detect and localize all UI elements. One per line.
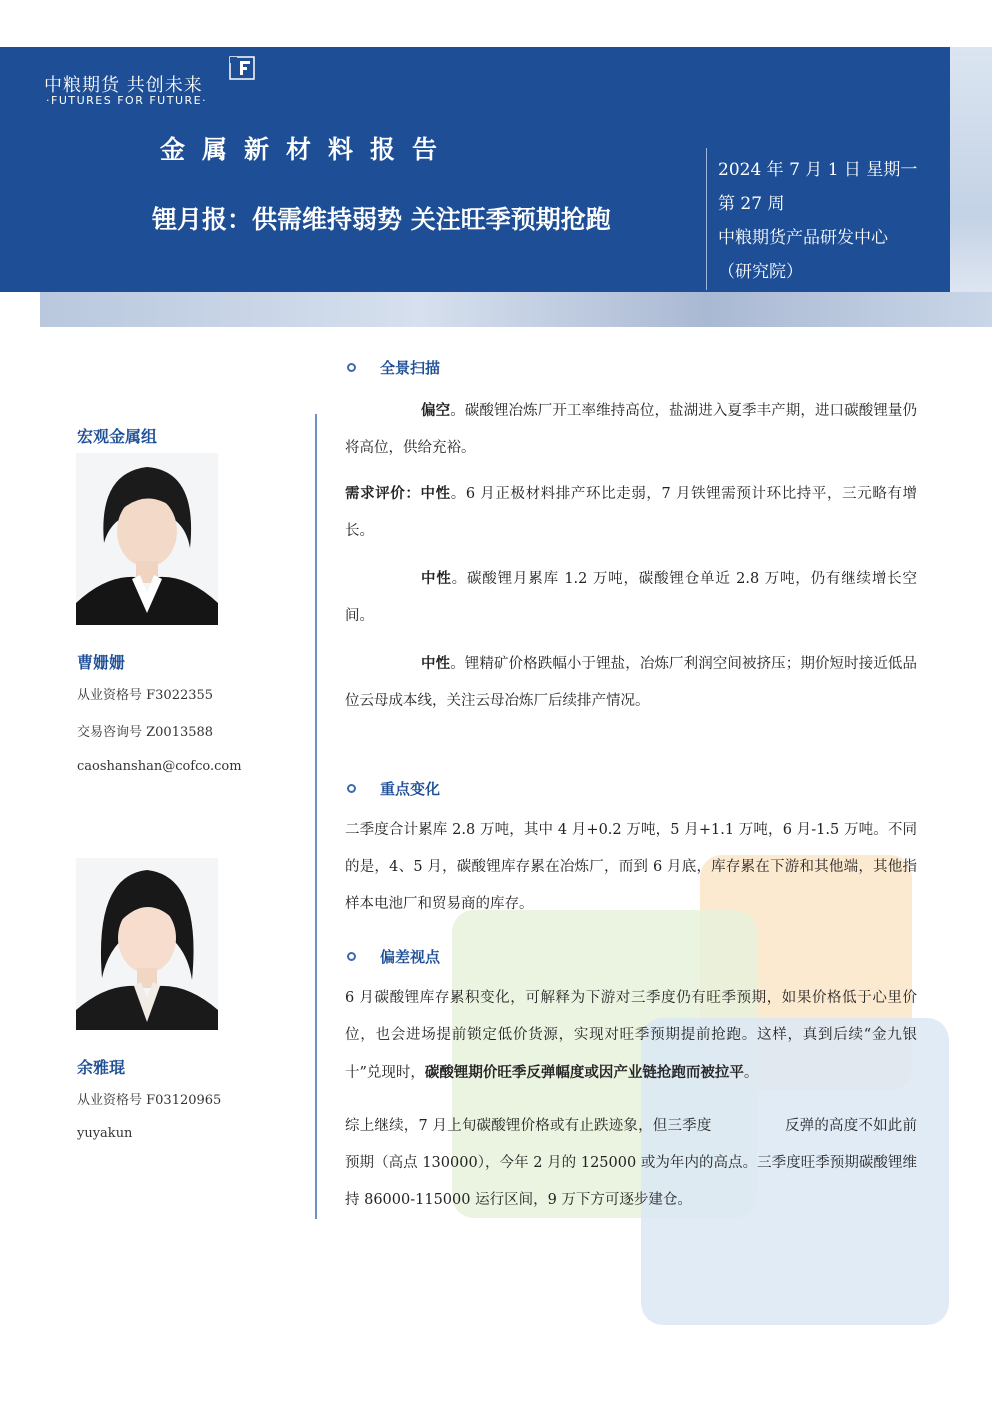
portrait-icon xyxy=(76,453,218,625)
rating-prefix: 需求评价： xyxy=(345,485,421,502)
author-name: 曹姗姗 xyxy=(77,653,126,672)
overview-supply-paragraph xyxy=(345,392,917,467)
paragraph-text: 6 月碳酸锂库存累积变化，可解释为下游对三季度仍有旺季预期，如果价格低于心里价位，也会进场提前锁定低价货源，实现对旺季预期提前抢跑。这样，真到后续“金九银十”兑现时， xyxy=(345,990,917,1081)
author-photo xyxy=(76,453,218,625)
portrait-icon xyxy=(76,858,218,1030)
company-logo-icon xyxy=(229,56,255,80)
section-title-key-changes: 重点变化 xyxy=(380,780,441,798)
report-title: 锂月报：供需维持弱势 关注旺季预期抢跑 xyxy=(152,205,611,234)
overview-cost-paragraph xyxy=(345,645,917,720)
paragraph-highlight: 碳酸锂期价旺季反弹幅度或因产业链抢跑而被拉平 xyxy=(424,1064,744,1081)
paragraph-text: 。碳酸锂月累库 1.2 万吨，碳酸锂仓单近 2.8 万吨，仍有继续增长空间。 xyxy=(345,571,918,624)
analyst-group-label: 宏观金属组 xyxy=(77,427,158,446)
paragraph-text: 。碳酸锂冶炼厂开工率维持高位，盐湖进入夏季丰产期，进口碳酸锂量仍将高位，供给充裕。 xyxy=(345,403,918,456)
rating-label: 偏空 xyxy=(421,402,451,419)
author-email: caoshanshan@cofco.com xyxy=(77,759,242,774)
logo-text-en: ·FUTURES FOR FUTURE· xyxy=(46,94,208,107)
logo-text-cn: 中粮期货 共创未来 xyxy=(44,75,203,96)
section-title-deviation-view: 偏差视点 xyxy=(380,948,441,966)
conclusion-paragraph: 综上继续，7 月上旬碳酸锂价格或有止跌迹象，但三季度 反弹的高度不如此前预期（高点 130000），今年 2 月的 125000 或为年内的高点。三季度旺季预期碳酸锂维持 86000-115000 运行区间，9 万下方可逐步建仓。 xyxy=(345,1118,917,1208)
report-type-label: 金属新材料报告 xyxy=(160,135,455,164)
banner-decorative-strip xyxy=(40,292,992,327)
report-week: 第 27 周 xyxy=(718,194,785,214)
section-bullet-icon xyxy=(347,784,356,793)
author-email: yuyakun xyxy=(77,1126,133,1141)
rating-label: 中性 xyxy=(420,485,451,502)
rating-label: 中性 xyxy=(421,655,451,672)
rating-label: 中性 xyxy=(421,570,452,587)
report-date: 2024 年 7 月 1 日 星期一 xyxy=(718,160,918,180)
deviation-view-paragraph xyxy=(345,980,917,1092)
content-divider xyxy=(315,414,317,1219)
author-qualification: 从业资格号 F3022355 xyxy=(77,688,214,703)
section-bullet-icon xyxy=(347,952,356,961)
author-qualification: 从业资格号 F03120965 xyxy=(77,1093,222,1108)
author-photo xyxy=(76,858,218,1030)
overview-demand-paragraph xyxy=(345,475,917,550)
paragraph-text: 。锂精矿价格跌幅小于锂盐，冶炼厂利润空间被挤压；期价短时接近低品位云母成本线，关注云母冶炼厂后续排产情况。 xyxy=(345,656,918,709)
overview-inventory-paragraph xyxy=(345,560,917,635)
author-name: 余雅琨 xyxy=(77,1058,126,1077)
paragraph-text: 。6 月正极材料排产环比走弱，7 月铁锂需预计环比持平，三元略有增长。 xyxy=(345,486,918,539)
section-title-overview: 全景扫描 xyxy=(380,359,441,377)
header-divider xyxy=(706,148,707,290)
report-org: 中粮期货产品研发中心 xyxy=(718,228,888,248)
key-changes-paragraph: 二季度合计累库 2.8 万吨，其中 4 月+0.2 万吨，5 月+1.1 万吨，6 月-1.5 万吨。不同的是，4、5 月，碳酸锂库存累在冶炼厂，而到 6 月底，库存累在下游和其他端，其他指样本电池厂和贸易商的库存。 xyxy=(345,822,917,912)
report-org-sub: （研究院） xyxy=(718,262,803,282)
author-consult-number: 交易咨询号 Z0013588 xyxy=(77,725,214,740)
section-bullet-icon xyxy=(347,363,356,372)
paragraph-end: 。 xyxy=(743,1065,759,1081)
